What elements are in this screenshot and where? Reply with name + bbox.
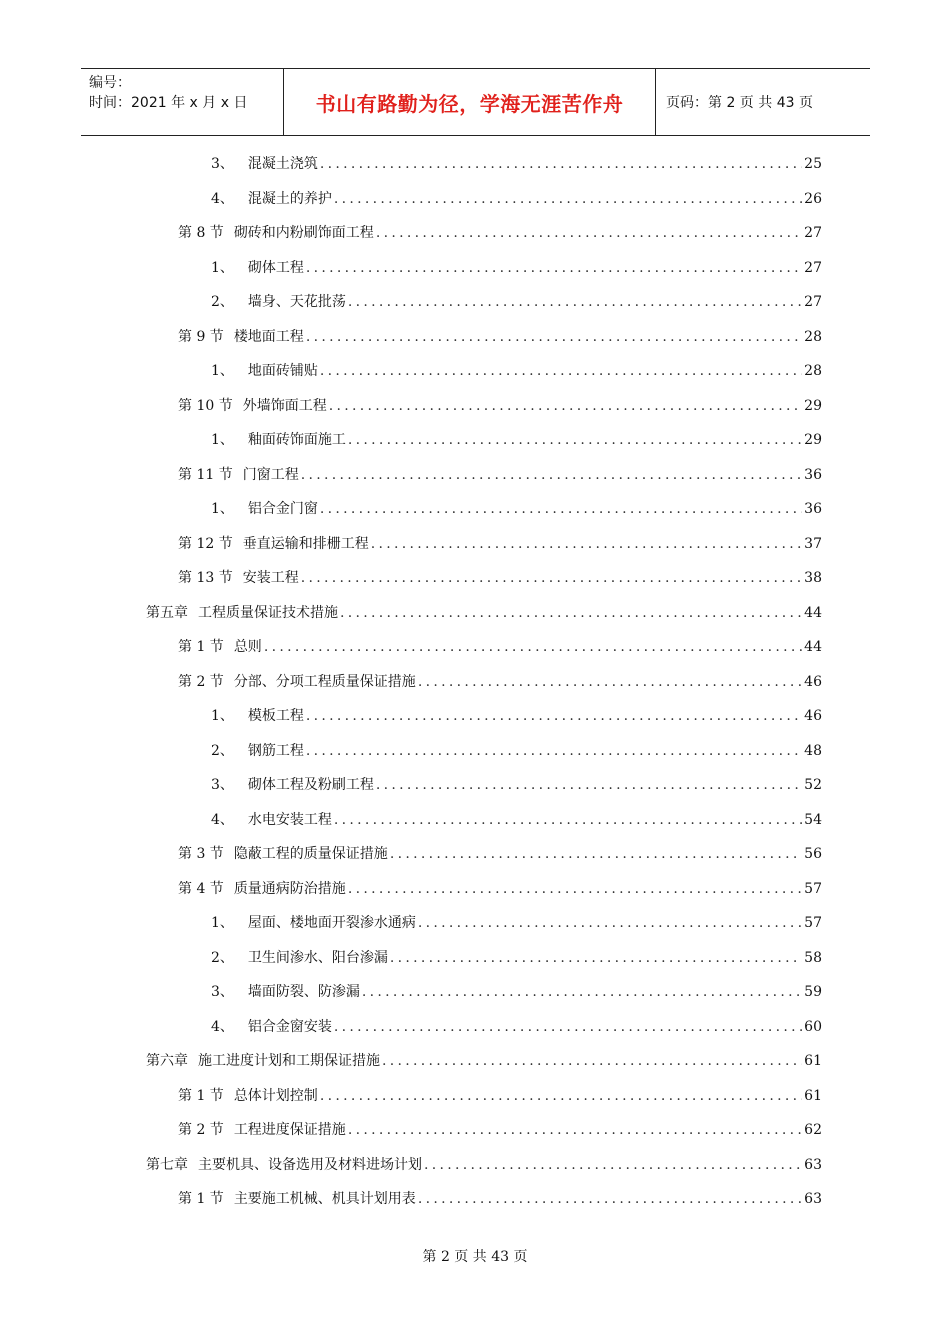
toc-entry-title: 铝合金门窗 (247, 501, 318, 517)
toc-dot-leader (390, 844, 802, 864)
toc-entry-title: 铝合金窗安装 (247, 1018, 332, 1035)
toc-dot-leader (348, 879, 802, 899)
toc-entry[interactable] (178, 879, 822, 899)
toc-entry[interactable] (178, 568, 822, 588)
toc-entry-number: 第 9 节 (178, 328, 224, 345)
toc-entry[interactable] (211, 706, 822, 726)
toc-entry-page: 28 (804, 363, 822, 379)
toc-entry-label (211, 741, 304, 761)
toc-entry-number: 2、 (211, 742, 234, 759)
toc-entry-label (178, 1189, 416, 1209)
footer-page-number: 第 2 页 共 43 页 (422, 1249, 528, 1265)
page-header (81, 68, 870, 136)
toc-entry[interactable] (211, 1017, 822, 1037)
toc-entry-title: 砌砖和内粉刷饰面工程 (233, 225, 374, 241)
toc-dot-leader (418, 913, 802, 933)
toc-entry-number: 第 1 节 (178, 1087, 224, 1104)
toc-entry[interactable] (178, 534, 822, 554)
toc-dot-leader (301, 568, 802, 588)
toc-entry-title: 墙面防裂、防渗漏 (247, 984, 360, 1000)
header-page-text: 页码：第 2 页 共 43 页 (666, 95, 813, 111)
toc-entry-number: 4、 (211, 811, 234, 828)
toc-entry-label (178, 396, 327, 416)
toc-dot-leader (334, 1017, 802, 1037)
toc-entry-page: 63 (804, 1191, 822, 1207)
toc-entry-label (211, 706, 304, 726)
toc-entry-page: 62 (804, 1122, 822, 1138)
header-motto-cell (283, 69, 656, 135)
toc-entry-number: 4、 (211, 190, 234, 207)
toc-entry-title: 工程进度保证措施 (233, 1122, 346, 1138)
toc-entry-page: 59 (804, 984, 822, 1000)
toc-entry-number: 第 10 节 (178, 397, 233, 414)
toc-entry-title: 主要施工机械、机具计划用表 (233, 1191, 416, 1207)
toc-entry-title: 施工进度计划和工期保证措施 (198, 1053, 380, 1069)
toc-entry[interactable] (211, 913, 822, 933)
toc-entry-page: 52 (804, 777, 822, 793)
toc-entry-page: 48 (804, 742, 822, 759)
toc-entry-title: 工程质量保证技术措施 (198, 604, 338, 621)
toc-dot-leader (348, 1120, 802, 1140)
toc-entry-number: 2、 (211, 294, 234, 310)
toc-entry-label (211, 810, 332, 830)
toc-dot-leader (362, 982, 802, 1002)
toc-entry-label (211, 258, 304, 278)
toc-entry-title: 质量通病防治措施 (233, 880, 346, 897)
toc-entry[interactable] (178, 1120, 822, 1140)
toc-entry-label (211, 430, 346, 450)
document-number: 编号： (89, 75, 131, 91)
toc-entry[interactable] (211, 258, 822, 278)
toc-entry-number: 4、 (211, 1018, 234, 1035)
toc-entry[interactable] (211, 982, 822, 1002)
page-footer (0, 1246, 950, 1266)
toc-entry[interactable] (178, 1086, 822, 1106)
toc-entry-page: 46 (804, 673, 822, 690)
toc-entry-number: 1、 (211, 259, 234, 276)
toc-entry-page: 29 (804, 432, 822, 448)
document-time: 时间：2021 年 x 月 x 日 (89, 95, 248, 111)
header-motto: 书山有路勤为径，学海无涯苦作舟 (315, 91, 624, 116)
toc-entry[interactable] (211, 154, 822, 174)
toc-entry-title: 砌体工程及粉刷工程 (247, 777, 374, 793)
toc-entry-page: 26 (804, 190, 822, 207)
toc-dot-leader (340, 603, 802, 623)
toc-entry-label (178, 637, 262, 657)
toc-entry-label (178, 223, 374, 243)
toc-entry-label (178, 465, 299, 485)
toc-entry[interactable] (211, 741, 822, 761)
toc-dot-leader (320, 154, 802, 174)
toc-entry-number: 第 2 节 (178, 1122, 224, 1138)
toc-dot-leader (418, 672, 802, 692)
toc-entry-title: 垂直运输和排栅工程 (242, 535, 369, 552)
toc-entry[interactable] (211, 948, 822, 968)
toc-entry-label (146, 603, 338, 623)
toc-entry[interactable] (178, 396, 822, 416)
toc-entry-page: 54 (804, 811, 822, 828)
toc-entry-title: 门窗工程 (242, 466, 299, 483)
toc-entry-number: 第五章 (146, 604, 188, 621)
toc-entry[interactable] (178, 223, 822, 243)
toc-entry-page: 25 (804, 156, 822, 172)
toc-entry-number: 1、 (211, 363, 234, 379)
toc-entry-number: 第 3 节 (178, 846, 224, 862)
toc-entry-page: 27 (804, 225, 822, 241)
toc-entry-number: 第 1 节 (178, 1191, 224, 1207)
toc-entry-number: 1、 (211, 501, 234, 517)
toc-entry-page: 27 (804, 259, 822, 276)
toc-entry-page: 36 (804, 466, 822, 483)
toc-entry-label (211, 189, 332, 209)
toc-entry-label (146, 1051, 380, 1071)
toc-entry-title: 地面砖铺贴 (247, 363, 318, 379)
toc-entry-title: 釉面砖饰面施工 (247, 432, 346, 448)
toc-entry-number: 1、 (211, 432, 234, 448)
toc-entry-label (178, 844, 388, 864)
toc-dot-leader (348, 292, 802, 312)
toc-entry-page: 38 (804, 570, 822, 586)
header-meta (81, 69, 283, 135)
toc-entry-page: 63 (804, 1156, 822, 1173)
toc-entry-label (211, 499, 318, 519)
toc-entry-number: 第 8 节 (178, 225, 224, 241)
toc-entry-page: 57 (804, 880, 822, 897)
toc-dot-leader (320, 1086, 802, 1106)
toc-entry-title: 砌体工程 (247, 259, 304, 276)
toc-dot-leader (376, 223, 802, 243)
toc-entry-number: 第六章 (146, 1053, 188, 1069)
toc-dot-leader (306, 258, 802, 278)
toc-entry-page: 61 (804, 1053, 822, 1069)
toc-entry-page: 29 (804, 397, 822, 414)
toc-dot-leader (334, 810, 802, 830)
toc-entry[interactable] (178, 844, 822, 864)
toc-entry[interactable] (146, 603, 822, 623)
toc-dot-leader (424, 1155, 802, 1175)
toc-entry-page: 60 (804, 1018, 822, 1035)
toc-entry-title: 隐蔽工程的质量保证措施 (233, 846, 388, 862)
toc-entry-title: 卫生间渗水、阳台渗漏 (247, 949, 388, 966)
toc-entry-number: 第 12 节 (178, 535, 233, 552)
header-page-info (656, 69, 870, 135)
toc-entry-title: 外墙饰面工程 (242, 397, 327, 414)
toc-entry-title: 混凝土浇筑 (247, 156, 318, 172)
toc-entry-page: 44 (804, 604, 822, 621)
toc-dot-leader (306, 327, 802, 347)
toc-entry-number: 第 11 节 (178, 466, 233, 483)
toc-entry[interactable] (211, 430, 822, 450)
toc-entry-title: 混凝土的养护 (247, 190, 332, 207)
toc-entry-title: 总则 (233, 639, 262, 655)
toc-dot-leader (376, 775, 802, 795)
toc-entry-page: 37 (804, 535, 822, 552)
toc-entry-page: 58 (804, 949, 822, 966)
toc-entry[interactable] (178, 1189, 822, 1209)
toc-dot-leader (348, 430, 802, 450)
toc-entry-label (178, 1120, 346, 1140)
toc-entry-page: 57 (804, 915, 822, 931)
toc-entry-label (211, 361, 318, 381)
toc-entry[interactable] (178, 637, 822, 657)
toc-entry-number: 第 13 节 (178, 570, 233, 586)
toc-entry-title: 模板工程 (247, 708, 304, 724)
toc-entry-label (211, 1017, 332, 1037)
toc-dot-leader (264, 637, 802, 657)
toc-entry-label (178, 879, 346, 899)
toc-entry-label (178, 534, 369, 554)
toc-entry-label (211, 775, 374, 795)
toc-entry-label (211, 982, 360, 1002)
toc-entry-page: 46 (804, 708, 822, 724)
toc-dot-leader (371, 534, 802, 554)
toc-entry-label (211, 154, 318, 174)
toc-entry-number: 2、 (211, 949, 234, 966)
toc-entry-number: 1、 (211, 708, 234, 724)
toc-entry-number: 第 2 节 (178, 673, 224, 690)
toc-entry-label (178, 672, 416, 692)
toc-dot-leader (418, 1189, 802, 1209)
toc-dot-leader (306, 706, 802, 726)
toc-entry-page: 28 (804, 328, 822, 345)
toc-entry-title: 屋面、楼地面开裂渗水通病 (247, 915, 416, 931)
toc-entry-label (178, 568, 299, 588)
toc-entry-number: 3、 (211, 984, 234, 1000)
toc-entry-number: 第 4 节 (178, 880, 224, 897)
toc-entry-title: 主要机具、设备选用及材料进场计划 (198, 1156, 422, 1173)
toc-entry-label (178, 327, 304, 347)
toc-entry-number: 3、 (211, 777, 234, 793)
toc-entry[interactable] (146, 1051, 822, 1071)
toc-entry-title: 分部、分项工程质量保证措施 (233, 673, 416, 690)
toc-dot-leader (320, 361, 802, 381)
toc-entry[interactable] (211, 775, 822, 795)
toc-entry-label (178, 1086, 318, 1106)
toc-entry[interactable] (211, 292, 822, 312)
toc-entry[interactable] (211, 810, 822, 830)
toc-dot-leader (390, 948, 802, 968)
toc-entry-title: 总体计划控制 (233, 1087, 318, 1104)
toc-entry-number: 1、 (211, 915, 234, 931)
toc-entry-number: 第七章 (146, 1156, 188, 1173)
toc-entry-title: 安装工程 (242, 570, 299, 586)
toc-entry[interactable] (178, 672, 822, 692)
toc-entry[interactable] (178, 327, 822, 347)
toc-dot-leader (306, 741, 802, 761)
toc-entry-number: 第 1 节 (178, 639, 224, 655)
toc-entry-page: 56 (804, 846, 822, 862)
toc-entry-page: 61 (804, 1087, 822, 1104)
toc-dot-leader (382, 1051, 802, 1071)
toc-entry-page: 44 (804, 639, 822, 655)
toc-entry[interactable] (146, 1155, 822, 1175)
toc-dot-leader (301, 465, 802, 485)
toc-entry-title: 钢筋工程 (247, 742, 304, 759)
toc-dot-leader (320, 499, 802, 519)
toc-entry[interactable] (211, 361, 822, 381)
toc-entry-label (211, 292, 346, 312)
toc-entry-title: 楼地面工程 (233, 328, 304, 345)
toc-dot-leader (334, 189, 802, 209)
toc-entry-label (211, 948, 388, 968)
toc-entry-page: 27 (804, 294, 822, 310)
toc-entry-number: 3、 (211, 156, 234, 172)
toc-entry[interactable] (211, 499, 822, 519)
toc-dot-leader (329, 396, 802, 416)
toc-entry[interactable] (178, 465, 822, 485)
toc-entry-page: 36 (804, 501, 822, 517)
toc-entry[interactable] (211, 189, 822, 209)
toc-entry-title: 水电安装工程 (247, 811, 332, 828)
toc-entry-title: 墙身、天花批荡 (247, 294, 346, 310)
toc-entry-label (211, 913, 416, 933)
toc-entry-label (146, 1155, 422, 1175)
